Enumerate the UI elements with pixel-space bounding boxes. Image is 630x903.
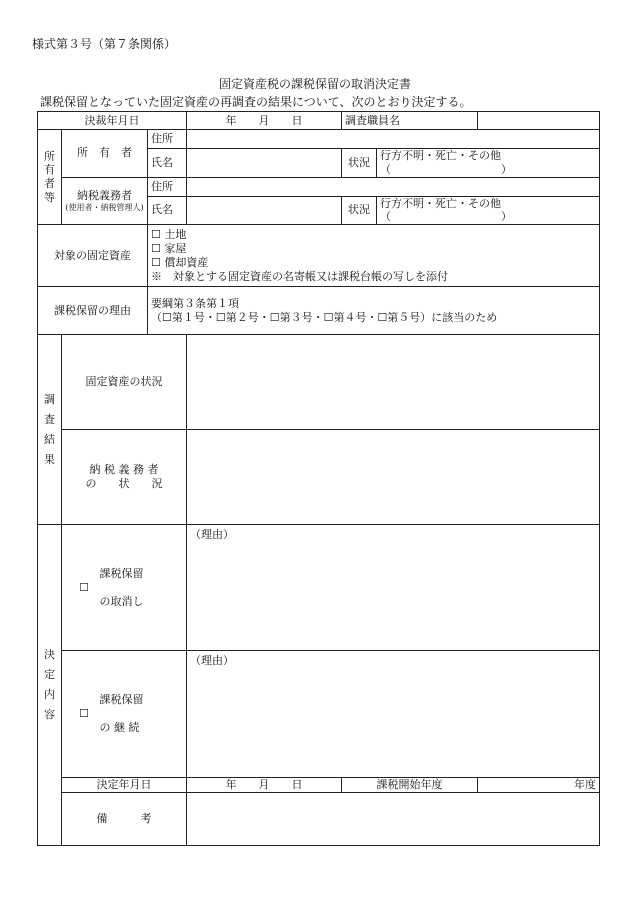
asset-note: ※ 対象とする固定資産の名寄帳又は課税台帳の写しを添付	[151, 269, 448, 283]
owner-name-label: 氏名	[148, 149, 187, 178]
decision-form-table	[37, 111, 600, 846]
row-asset-status	[38, 335, 600, 430]
cancel-label-line-2: の取消し	[99, 594, 144, 608]
continue-reason-field[interactable]	[187, 651, 600, 778]
investigator-label: 調査職員名	[342, 112, 478, 130]
tax-start-year-field[interactable]: 年度	[478, 778, 600, 793]
form-number: 様式第３号（第７条関係）	[32, 37, 177, 51]
taxpayer-name-label: 氏名	[148, 196, 187, 225]
cancel-reason-field[interactable]	[187, 525, 600, 651]
asset-status-label: 固定資産の状況	[62, 335, 187, 430]
taxpayer-status-line-1: 納 税 義 務 者	[89, 463, 159, 477]
cancel-reason-label: （理由）	[190, 528, 235, 541]
row-decided-date	[38, 778, 600, 793]
continue-checkbox[interactable]: ☐	[79, 707, 89, 721]
taxpayer-label-sub: (使用者・納税管理人)	[65, 202, 144, 212]
continue-label-line-1: 課税保留	[99, 693, 144, 707]
remarks-field[interactable]	[187, 793, 600, 846]
taxpayer-name-field[interactable]	[187, 196, 342, 225]
remarks-label: 備 考	[62, 793, 187, 846]
row-taxpayer-address	[38, 177, 600, 196]
row-decision-date	[38, 112, 600, 130]
decision-date-field[interactable]: 年 月 日	[187, 112, 342, 130]
target-assets-label: 対象の固定資産	[38, 225, 148, 287]
asset-item-depreciable[interactable]: ☐ 償却資産	[151, 255, 209, 269]
taxpayer-address-label: 住所	[148, 177, 187, 196]
investigator-field[interactable]	[478, 112, 600, 130]
owners-group-label: 所有者等	[38, 130, 62, 225]
taxpayer-label	[62, 177, 148, 225]
continue-reservation-option[interactable]	[62, 651, 187, 778]
row-continue-reservation	[38, 651, 600, 778]
owner-name-field[interactable]	[187, 149, 342, 178]
owner-address-label: 住所	[148, 130, 187, 149]
owner-label: 所 有 者	[62, 130, 148, 178]
row-owner-address	[38, 130, 600, 149]
row-remarks	[38, 793, 600, 846]
taxpayer-status-label: 状況	[342, 196, 377, 225]
asset-item-house[interactable]: ☐ 家屋	[151, 241, 187, 255]
asset-item-land[interactable]: ☐ 土地	[151, 227, 187, 241]
tax-start-year-label: 課税開始年度	[342, 778, 478, 793]
cancel-checkbox[interactable]: ☐	[79, 580, 89, 594]
reservation-reason-content	[148, 287, 600, 335]
target-assets-list	[148, 225, 600, 287]
investigation-group-label: 調査結果	[38, 335, 62, 525]
taxpayer-status-field[interactable]	[187, 430, 600, 525]
owner-address-field[interactable]	[187, 130, 600, 149]
cancel-reservation-option[interactable]	[62, 525, 187, 651]
reason-line-1: 要綱第３条第１項	[151, 296, 239, 310]
taxpayer-address-field[interactable]	[187, 177, 600, 196]
reason-line-2[interactable]: （☐第１号・☐第２号・☐第３号・☐第４号・☐第５号）に該当のため	[151, 310, 498, 324]
taxpayer-status-options[interactable]: 行方不明・死亡・その他（ ）	[377, 196, 600, 225]
taxpayer-status-label-cell	[62, 430, 187, 525]
taxpayer-status-line-2: の 状 況	[85, 477, 163, 490]
continue-label-line-2: の 継 続	[99, 721, 140, 734]
decision-date-label: 決裁年月日	[38, 112, 187, 130]
reservation-reason-label: 課税保留の理由	[38, 287, 148, 335]
taxpayer-label-main: 納税義務者	[77, 188, 132, 202]
owner-status-options[interactable]: 行方不明・死亡・その他（ ）	[377, 149, 600, 178]
decided-date-label: 決定年月日	[62, 778, 187, 793]
document-title: 固定資産税の課税保留の取消決定書	[218, 77, 411, 91]
owner-status-label: 状況	[342, 149, 377, 178]
row-target-assets	[38, 225, 600, 287]
asset-status-field[interactable]	[187, 335, 600, 430]
decision-group-label: 決定内容	[38, 525, 62, 846]
cancel-label-line-1: 課税保留	[99, 566, 144, 580]
decided-date-field[interactable]: 年 月 日	[187, 778, 342, 793]
row-reservation-reason	[38, 287, 600, 335]
row-cancel-reservation	[38, 525, 600, 651]
row-taxpayer-status	[38, 430, 600, 525]
continue-reason-label: （理由）	[190, 654, 235, 667]
intro-text: 課税保留となっていた固定資産の再調査の結果について、次のとおり決定する。	[40, 95, 472, 109]
